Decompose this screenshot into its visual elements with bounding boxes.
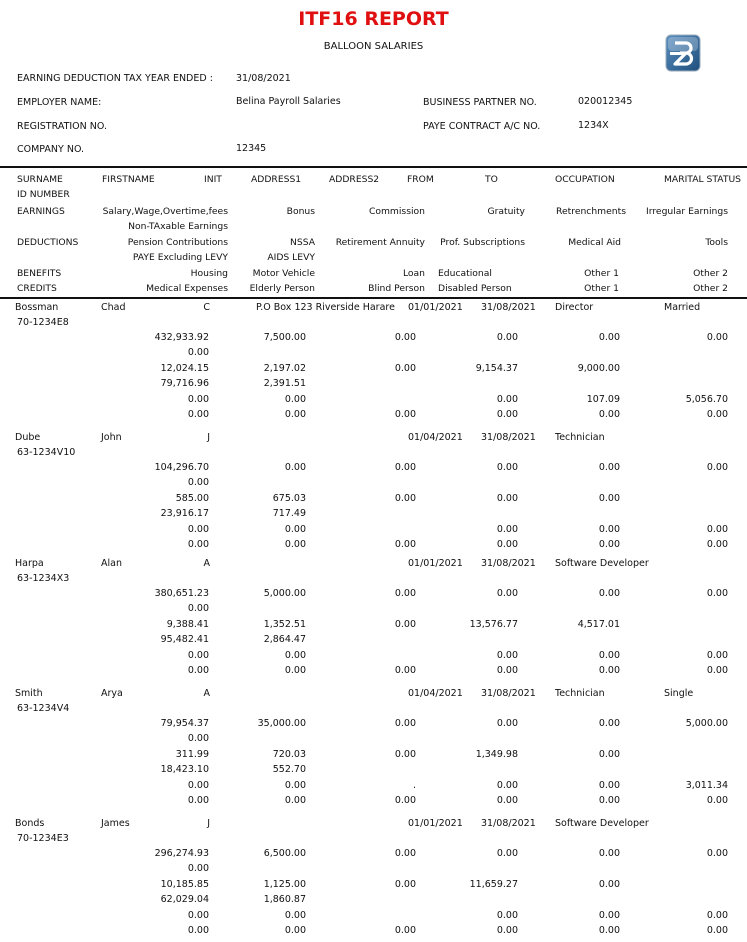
employee-init: A (203, 688, 210, 699)
hdr-educational: Educational (438, 268, 492, 279)
employee-earn-value: 0.00 (284, 462, 306, 473)
employee-ben-value: 0.00 (284, 780, 306, 791)
employee-ben-value: 5,056.70 (685, 394, 728, 405)
employee-ded-value: 13,576.77 (469, 619, 518, 630)
hdr-marital-status: MARITAL STATUS (664, 174, 741, 185)
employee-marital-status: Single (664, 688, 694, 699)
employee-earn-value: 6,500.00 (263, 848, 306, 859)
employee-ben-value: 0.00 (598, 524, 620, 535)
hdr-init: INIT (204, 174, 222, 185)
employee-ded-value: 9,388.41 (166, 619, 209, 630)
employee-ded-value: 0.00 (394, 749, 416, 760)
employee-surname: Dube (15, 432, 41, 443)
employee-ded-value: 0.00 (394, 879, 416, 890)
employee-ded-value: 0.00 (598, 749, 620, 760)
employee-ben-value: 0.00 (598, 650, 620, 661)
employee-ded-value: 10,185.85 (160, 879, 209, 890)
header-bottom-rule (0, 297, 747, 299)
employee-cred-value: 0.00 (394, 795, 416, 806)
employee-ded-value: 1,125.00 (263, 879, 306, 890)
employee-to-date: 31/08/2021 (481, 432, 536, 443)
employee-firstname: James (101, 818, 130, 829)
employee-ded-value: 0.00 (598, 493, 620, 504)
employee-earn-value: 0.00 (598, 718, 620, 729)
employee-earn-value: 0.00 (706, 848, 728, 859)
hdr-medical-aid: Medical Aid (568, 237, 621, 248)
employee-surname: Smith (15, 688, 43, 699)
hdr-earnings: EARNINGS (17, 206, 65, 217)
employee-from-date: 01/01/2021 (408, 558, 463, 569)
hdr-pension: Pension Contributions (127, 237, 228, 248)
employee-from-date: 01/01/2021 (408, 302, 463, 313)
hdr-aids-levy: AIDS LEVY (267, 252, 315, 263)
employee-to-date: 31/08/2021 (481, 558, 536, 569)
hdr-blind-person: Blind Person (368, 283, 425, 294)
hdr-loan: Loan (402, 268, 425, 279)
employee-non-taxable-value: 0.00 (187, 863, 209, 874)
employee-ben-value: 0.00 (187, 650, 209, 661)
employee-cred-value: 0.00 (706, 539, 728, 550)
employee-earn-value: 0.00 (394, 462, 416, 473)
hdr-retrenchments: Retrenchments (556, 206, 626, 217)
employee-earn-value: 0.00 (394, 332, 416, 343)
employee-non-taxable-value: 0.00 (187, 603, 209, 614)
hdr-deductions: DEDUCTIONS (17, 237, 79, 248)
employee-cred-value: 0.00 (187, 795, 209, 806)
hdr-irregular-earnings: Irregular Earnings (646, 206, 728, 217)
employee-ben-value: 0.00 (706, 910, 728, 921)
employee-ben-value: 0.00 (284, 524, 306, 535)
employee-non-taxable-value: 0.00 (187, 733, 209, 744)
employee-id-number: 63-1234V10 (17, 447, 76, 458)
employee-ded-value: 720.03 (272, 749, 306, 760)
hdr-credits-other2: Other 2 (693, 283, 728, 294)
employee-address: P.O Box 123 Riverside Harare (256, 302, 395, 313)
header-top-rule (0, 166, 747, 168)
tax-year-label: EARNING DEDUCTION TAX YEAR ENDED : (17, 73, 213, 84)
employee-cred-value: 0.00 (706, 925, 728, 936)
report-title: ITF16 REPORT (298, 8, 449, 30)
hdr-non-taxable: Non-TAxable Earnings (128, 221, 228, 232)
employee-cred-value: 0.00 (394, 409, 416, 420)
employee-ded2-value: 1,860.87 (263, 894, 306, 905)
employee-firstname: Arya (101, 688, 123, 699)
employee-to-date: 31/08/2021 (481, 818, 536, 829)
hdr-gratuity: Gratuity (487, 206, 525, 217)
employee-id-number: 63-1234V4 (17, 703, 70, 714)
employee-cred-value: 0.00 (706, 665, 728, 676)
employee-cred-value: 0.00 (598, 925, 620, 936)
employee-ben-value: 0.00 (187, 910, 209, 921)
employee-earn-value: 432,933.92 (154, 332, 209, 343)
employee-to-date: 31/08/2021 (481, 302, 536, 313)
employee-ded2-value: 717.49 (272, 508, 306, 519)
hdr-disabled-person: Disabled Person (438, 283, 512, 294)
company-value: 12345 (236, 143, 267, 154)
hdr-to: TO (485, 174, 498, 185)
employee-cred-value: 0.00 (598, 409, 620, 420)
employee-cred-value: 0.00 (187, 409, 209, 420)
employee-ded2-value: 18,423.10 (160, 764, 209, 775)
hdr-surname: SURNAME (17, 174, 63, 185)
employee-id-number: 63-1234X3 (17, 573, 70, 584)
employee-surname: Bonds (15, 818, 45, 829)
employee-ben-value: 0.00 (187, 524, 209, 535)
employee-earn-value: 0.00 (598, 332, 620, 343)
hdr-bonus: Bonus (286, 206, 315, 217)
hdr-motor-vehicle: Motor Vehicle (252, 268, 315, 279)
employee-cred-value: 0.00 (284, 795, 306, 806)
employee-ded-value: 4,517.01 (577, 619, 620, 630)
employee-cred-value: 0.00 (598, 665, 620, 676)
employee-earn-value: 0.00 (598, 462, 620, 473)
employee-init: C (203, 302, 210, 313)
employee-cred-value: 0.00 (496, 409, 518, 420)
employee-ded-value: 9,000.00 (577, 363, 620, 374)
business-partner-label: BUSINESS PARTNER NO. (423, 97, 537, 108)
employee-occupation: Technician (555, 432, 605, 443)
tax-year-value: 31/08/2021 (236, 73, 291, 84)
employee-non-taxable-value: 0.00 (187, 477, 209, 488)
employee-earn-value: 5,000.00 (685, 718, 728, 729)
employee-ded-value: 0.00 (394, 619, 416, 630)
employee-init: J (207, 432, 210, 443)
company-label: COMPANY NO. (17, 144, 85, 155)
employee-cred-value: 0.00 (598, 539, 620, 550)
hdr-benefits: BENEFITS (17, 268, 62, 279)
hdr-prof-subscriptions: Prof. Subscriptions (440, 237, 525, 248)
employee-init: A (203, 558, 210, 569)
employee-ded-value: 12,024.15 (160, 363, 209, 374)
employee-cred-value: 0.00 (496, 665, 518, 676)
employee-ded2-value: 2,864.47 (263, 634, 306, 645)
employee-ben-value: 0.00 (284, 910, 306, 921)
employee-earn-value: 0.00 (394, 718, 416, 729)
paye-contract-label: PAYE CONTRACT A/C NO. (423, 121, 541, 132)
employee-ben-value: 0.00 (496, 780, 518, 791)
employee-ben-value: 0.00 (598, 780, 620, 791)
report-subtitle: BALLOON SALARIES (323, 41, 424, 52)
employee-occupation: Director (555, 302, 594, 313)
employee-cred-value: 0.00 (284, 665, 306, 676)
employee-ded-value: 585.00 (175, 493, 209, 504)
hdr-address1: ADDRESS1 (251, 174, 302, 185)
employee-ben-value: 0.00 (496, 394, 518, 405)
employee-non-taxable-value: 0.00 (187, 347, 209, 358)
hdr-nssa: NSSA (290, 237, 315, 248)
employee-earn-value: 380,651.23 (154, 588, 209, 599)
hdr-commission: Commission (368, 206, 425, 217)
employee-earn-value: 7,500.00 (263, 332, 306, 343)
employee-cred-value: 0.00 (706, 409, 728, 420)
registration-label: REGISTRATION NO. (17, 121, 108, 132)
employee-ded-value: 1,349.98 (475, 749, 518, 760)
employee-firstname: Alan (101, 558, 122, 569)
business-partner-value: 020012345 (578, 96, 633, 107)
hdr-firstname: FIRSTNAME (102, 174, 155, 185)
employee-earn-value: 104,296.70 (154, 462, 209, 473)
hdr-occupation: OCCUPATION (555, 174, 615, 185)
employee-ded-value: 311.99 (175, 749, 209, 760)
employee-earn-value: 0.00 (496, 332, 518, 343)
hdr-salary: Salary,Wage,Overtime,fees (102, 206, 228, 217)
employee-ben-value: 0.00 (284, 650, 306, 661)
employee-ded-value: 9,154.37 (475, 363, 518, 374)
employee-ded-value: 0.00 (496, 493, 518, 504)
belina-logo-icon (665, 34, 701, 72)
employee-ded-value: 0.00 (598, 879, 620, 890)
employee-earn-value: 0.00 (496, 848, 518, 859)
employee-earn-value: 35,000.00 (257, 718, 306, 729)
employee-cred-value: 0.00 (284, 409, 306, 420)
employee-occupation: Software Developer (555, 818, 649, 829)
employee-occupation: Technician (555, 688, 605, 699)
employee-to-date: 31/08/2021 (481, 688, 536, 699)
employee-ded2-value: 23,916.17 (160, 508, 209, 519)
employee-from-date: 01/04/2021 (408, 432, 463, 443)
hdr-retirement-annuity: Retirement Annuity (335, 237, 425, 248)
employee-id-number: 70-1234E8 (17, 317, 69, 328)
employee-from-date: 01/04/2021 (408, 688, 463, 699)
employee-ded-value: 0.00 (394, 493, 416, 504)
employee-earn-value: 296,274.93 (154, 848, 209, 859)
hdr-credits: CREDITS (17, 283, 57, 294)
employee-ben-value: 107.09 (586, 394, 620, 405)
employee-ben-value: 0.00 (496, 650, 518, 661)
hdr-tools: Tools (705, 237, 728, 248)
employee-ben-value: 0.00 (187, 394, 209, 405)
employee-cred-value: 0.00 (187, 925, 209, 936)
employee-ben-value: 0.00 (706, 650, 728, 661)
employee-firstname: John (101, 432, 122, 443)
employee-id-number: 70-1234E3 (17, 833, 69, 844)
hdr-other1: Other 1 (584, 268, 619, 279)
employer-label: EMPLOYER NAME: (17, 97, 102, 108)
employee-earn-value: 0.00 (706, 332, 728, 343)
employee-cred-value: 0.00 (394, 665, 416, 676)
employee-ben-value: 0.00 (598, 910, 620, 921)
employee-ben-value: 0.00 (187, 780, 209, 791)
hdr-other2: Other 2 (693, 268, 728, 279)
employee-surname: Bossman (15, 302, 59, 313)
employee-ded-value: 675.03 (272, 493, 306, 504)
hdr-credits-other1: Other 1 (584, 283, 619, 294)
employee-earn-value: 0.00 (598, 848, 620, 859)
employee-init: J (207, 818, 210, 829)
employee-firstname: Chad (101, 302, 126, 313)
employee-cred-value: 0.00 (598, 795, 620, 806)
hdr-paye: PAYE Excluding LEVY (132, 252, 228, 263)
hdr-medical-expenses: Medical Expenses (146, 283, 228, 294)
employee-earn-value: 0.00 (394, 588, 416, 599)
employee-earn-value: 0.00 (496, 718, 518, 729)
employee-ben-value: 0.00 (284, 394, 306, 405)
employee-ben-value: 0.00 (496, 910, 518, 921)
hdr-address2: ADDRESS2 (329, 174, 380, 185)
employee-from-date: 01/01/2021 (408, 818, 463, 829)
employee-ded-value: 2,197.02 (263, 363, 306, 374)
employee-earn-value: 0.00 (394, 848, 416, 859)
employee-cred-value: 0.00 (496, 795, 518, 806)
employee-ben-value: 0.00 (496, 524, 518, 535)
employee-earn-value: 0.00 (598, 588, 620, 599)
employer-value: Belina Payroll Salaries (236, 96, 341, 107)
employee-cred-value: 0.00 (284, 539, 306, 550)
employee-ded2-value: 552.70 (272, 764, 306, 775)
employee-cred-value: 0.00 (187, 539, 209, 550)
employee-earn-value: 0.00 (706, 462, 728, 473)
hdr-housing: Housing (190, 268, 228, 279)
employee-ded2-value: 2,391.51 (263, 378, 306, 389)
employee-ded-value: 1,352.51 (263, 619, 306, 630)
employee-ded2-value: 62,029.04 (160, 894, 209, 905)
employee-ded2-value: 95,482.41 (160, 634, 209, 645)
employee-earn-value: 5,000.00 (263, 588, 306, 599)
employee-earn-value: 0.00 (496, 588, 518, 599)
employee-ben-value: 0.00 (706, 524, 728, 535)
hdr-from: FROM (407, 174, 434, 185)
employee-earn-value: 79,954.37 (160, 718, 209, 729)
employee-ded-value: 11,659.27 (469, 879, 518, 890)
employee-ben-value: . (412, 780, 416, 791)
employee-cred-value: 0.00 (496, 925, 518, 936)
paye-contract-value: 1234X (578, 120, 609, 131)
employee-ded2-value: 79,716.96 (160, 378, 209, 389)
employee-surname: Harpa (15, 558, 44, 569)
employee-cred-value: 0.00 (284, 925, 306, 936)
employee-ben-value: 3,011.34 (685, 780, 728, 791)
employee-earn-value: 0.00 (706, 588, 728, 599)
hdr-elderly-person: Elderly Person (249, 283, 315, 294)
employee-occupation: Software Developer (555, 558, 649, 569)
employee-earn-value: 0.00 (496, 462, 518, 473)
hdr-id-number: ID NUMBER (17, 189, 70, 200)
employee-cred-value: 0.00 (496, 539, 518, 550)
employee-ded-value: 0.00 (394, 363, 416, 374)
employee-marital-status: Married (664, 302, 701, 313)
employee-cred-value: 0.00 (706, 795, 728, 806)
employee-cred-value: 0.00 (187, 665, 209, 676)
employee-cred-value: 0.00 (394, 925, 416, 936)
employee-cred-value: 0.00 (394, 539, 416, 550)
